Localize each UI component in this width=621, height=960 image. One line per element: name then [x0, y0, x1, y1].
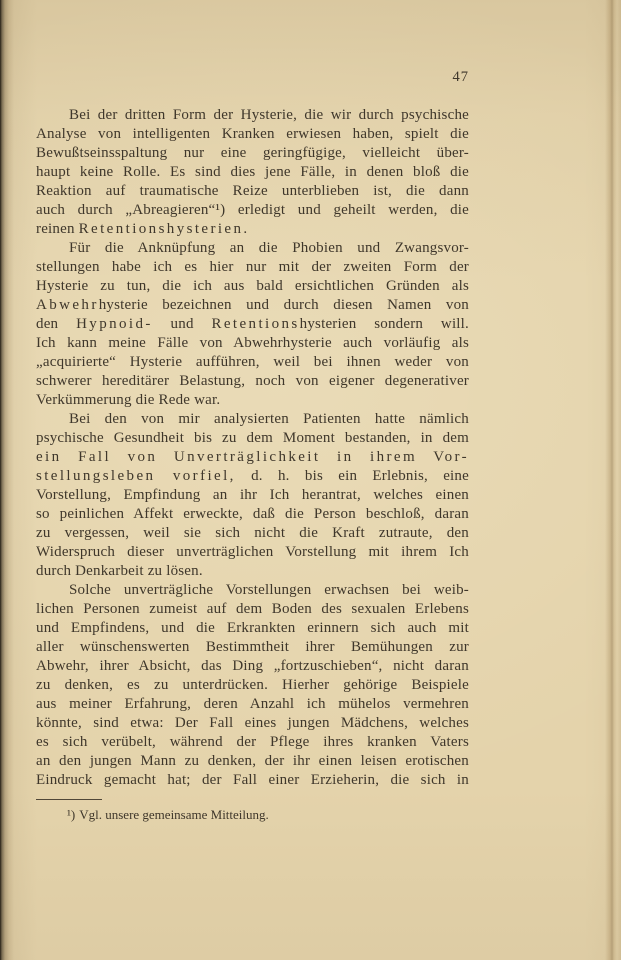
text-line	[36, 163, 469, 182]
spaced-emphasis-text: Retentions	[211, 316, 300, 332]
text-segment: reinen	[36, 221, 79, 237]
text-segment: Bei der dritten Form der Hysterie, die wir durch psychische	[69, 107, 469, 123]
text-segment: Für die Anknüpfung an die Phobien und Zwangsvor-	[69, 240, 469, 256]
text-line	[36, 334, 469, 353]
footnote-marker: ¹)	[67, 807, 76, 822]
page-right-edge	[605, 0, 621, 960]
text-segment: d. h. bis ein Erlebnis, eine	[235, 468, 469, 484]
text-segment: schwerer hereditärer Belastung, noch von eigener degenerativer	[36, 373, 469, 389]
text-line	[36, 239, 469, 258]
text-segment: psychische Gesundheit bis zu dem Moment bestanden, in dem	[36, 430, 469, 446]
text-line	[36, 638, 469, 657]
text-segment: Eindruck gemacht hat; der Fall einer Erzieherin, die sich in	[36, 772, 469, 788]
text-segment: so peinlichen Affekt erweckte, daß die Person beschloß, daran	[36, 506, 469, 522]
spaced-emphasis-text: Abwehr	[36, 297, 99, 313]
text-line	[36, 695, 469, 714]
text-segment: hysterien sondern will.	[299, 316, 469, 332]
text-segment: durch Denkarbeit zu lösen.	[36, 563, 203, 579]
text-segment: Reaktion auf traumatische Reize unterblieben ist, die dann	[36, 183, 469, 199]
text-line	[36, 581, 469, 600]
text-segment: Analyse von intelligenten Kranken erwiesen haben, spielt die	[36, 126, 469, 142]
text-segment: auch durch „Abreagieren“¹) erledigt und geheilt werden, die	[36, 202, 469, 218]
text-segment: hysterie bezeichnen und durch diesen Namen von	[98, 297, 469, 313]
spaced-emphasis-text: Hypnoid-	[76, 316, 153, 332]
spaced-emphasis-text: Retentionshysterien.	[78, 221, 250, 237]
text-line	[36, 182, 469, 201]
text-segment: aus meiner Erfahrung, deren Anzahl ich mühelos vermehren	[36, 696, 469, 712]
text-segment: den	[36, 316, 77, 332]
text-line	[36, 524, 469, 543]
text-segment: aller wünschenswerten Bestimmtheit ihrer Bemühungen zur	[36, 639, 469, 655]
text-line	[36, 657, 469, 676]
text-segment: Verkümmerung die Rede war.	[36, 392, 221, 408]
text-line	[36, 106, 469, 125]
text-line	[36, 562, 469, 581]
text-line	[36, 410, 469, 429]
text-segment: Solche unverträgliche Vorstellungen erwachsen bei weib-	[69, 582, 469, 598]
text-segment: Abwehr, ihrer Absicht, das Ding „fortzuschieben“, nicht daran	[36, 658, 469, 674]
text-line	[36, 315, 469, 334]
text-segment: lichen Personen zumeist auf dem Boden des sexualen Erlebens	[36, 601, 469, 617]
footnote-text: Vgl. unsere gemeinsame Mitteilung.	[79, 807, 269, 822]
text-segment: Widerspruch dieser unverträglichen Vorstellung mit ihrem Ich	[36, 544, 469, 560]
text-line	[36, 258, 469, 277]
text-line	[36, 429, 469, 448]
text-line	[36, 220, 469, 239]
text-segment: Ich kann meine Fälle von Abwehrhysterie auch vorläufig als	[36, 335, 469, 351]
text-segment: haupt keine Rolle. Es sind dies jene Fälle, in denen bloß die	[36, 164, 469, 180]
text-line	[36, 467, 469, 486]
text-segment: Bewußtseinsspaltung nur eine geringfügige, vielleicht über-	[36, 145, 469, 161]
text-segment: Hysterie zu tun, die ich aus bald ersichtlichen Gründen als	[36, 278, 469, 294]
footnote-separator	[36, 799, 102, 800]
text-segment: könnte, sind etwa: Der Fall eines jungen Mädchens, welches	[36, 715, 469, 731]
text-line	[36, 733, 469, 752]
text-line	[36, 296, 469, 315]
text-line	[36, 543, 469, 562]
text-segment: stellungen habe ich es hier nur mit der zweiten Form der	[36, 259, 469, 275]
body-text-block	[36, 106, 469, 790]
spaced-emphasis-text: stellungsleben vorfiel,	[36, 468, 236, 484]
text-line	[36, 486, 469, 505]
text-line	[36, 505, 469, 524]
spaced-emphasis-text: ein Fall von Unverträglichkeit in ihrem Vor-	[36, 449, 469, 465]
footnote	[36, 806, 469, 824]
text-segment: an den jungen Mann zu denken, der ihr einen leisen erotischen	[36, 753, 469, 769]
text-segment: Vorstellung, Empfindung an ihr Ich herantrat, welches einen	[36, 487, 469, 503]
text-line	[36, 144, 469, 163]
text-segment: zu vergessen, weil sie sich nicht die Kraft zutraute, den	[36, 525, 469, 541]
text-segment: Bei den von mir analysierten Patienten hatte nämlich	[69, 411, 469, 427]
text-segment: „acquirierte“ Hysterie aufführen, weil bei ihnen weder von	[36, 354, 469, 370]
text-segment: es sich verübelt, während der Pflege ihres kranken Vaters	[36, 734, 469, 750]
text-segment: und	[152, 316, 212, 332]
page-number: 47	[452, 69, 469, 85]
text-line	[36, 372, 469, 391]
text-line	[36, 619, 469, 638]
text-line	[36, 676, 469, 695]
text-line	[36, 125, 469, 144]
text-line	[36, 600, 469, 619]
scan-left-edge	[0, 0, 14, 960]
text-line	[36, 448, 469, 467]
text-line	[36, 714, 469, 733]
text-segment: zu denken, es zu unterdrücken. Hierher gehörige Beispiele	[36, 677, 469, 693]
text-line	[36, 771, 469, 790]
text-line	[36, 201, 469, 220]
text-line	[36, 391, 469, 410]
text-line	[36, 353, 469, 372]
text-segment: und Empfindens, und die Erkrankten erinnern sich auch mit	[36, 620, 469, 636]
text-line	[36, 277, 469, 296]
text-line	[36, 752, 469, 771]
